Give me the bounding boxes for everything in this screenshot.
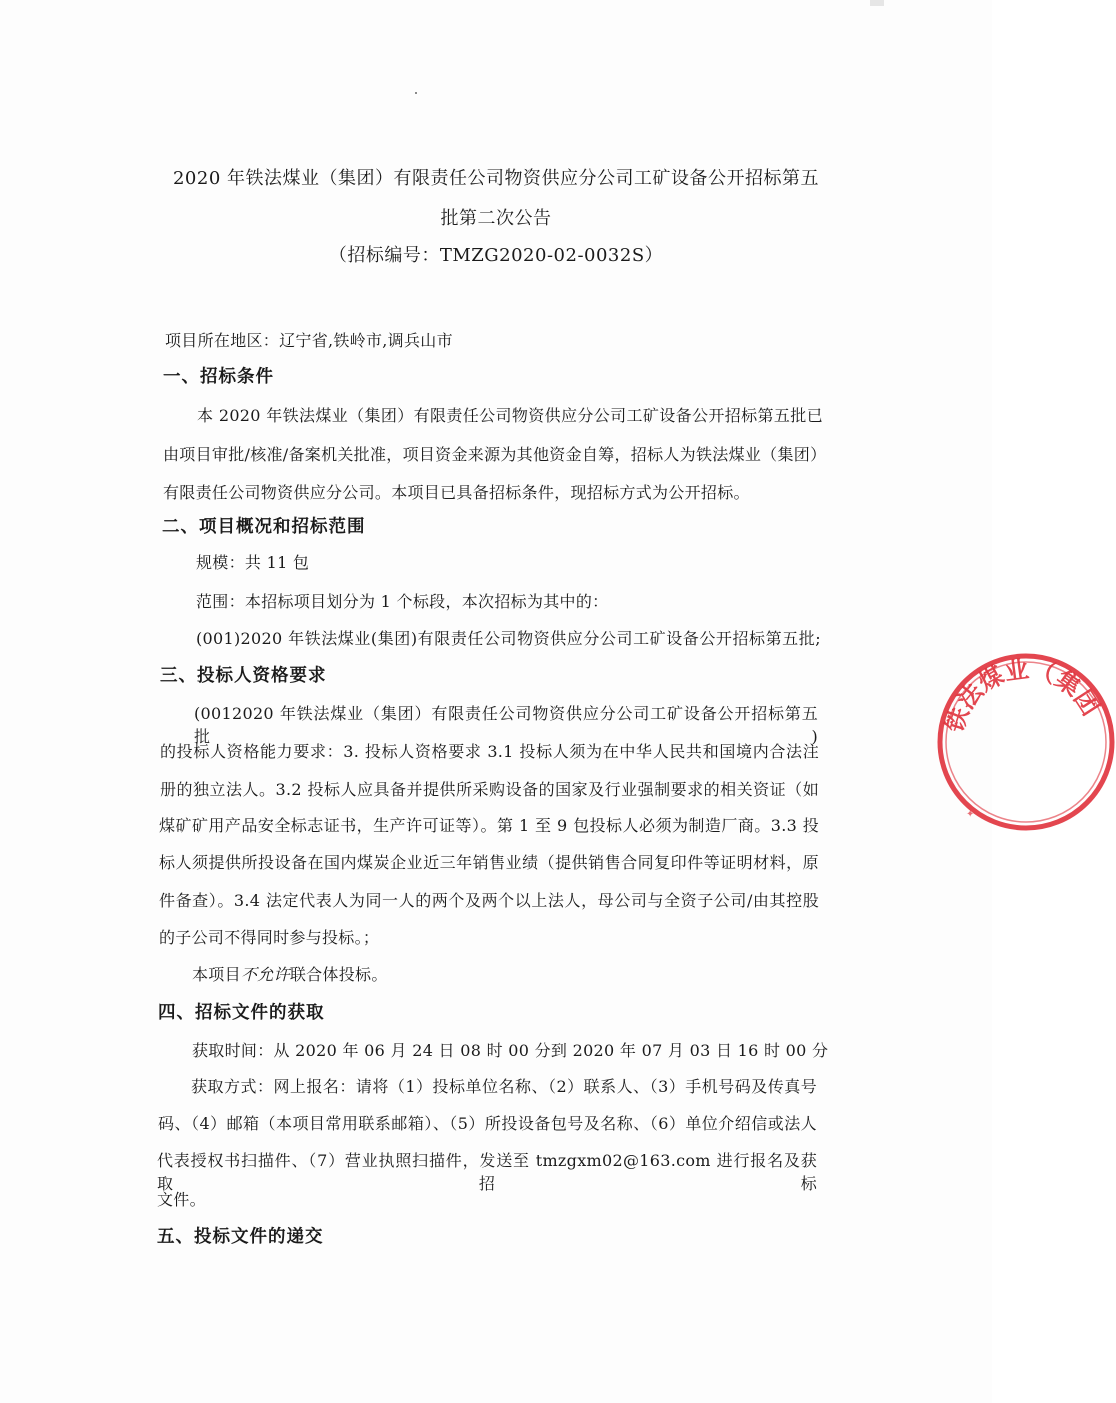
- scan-corner-mark: [870, 0, 884, 6]
- company-seal: [936, 652, 1116, 832]
- section-3-heading: 三、投标人资格要求: [160, 666, 327, 686]
- doc-bid-number: （招标编号：TMZG2020-02-0032S）: [328, 245, 664, 266]
- sec3-line-5: 标人须提供所投设备在国内煤炭企业近三年销售业绩（提供销售合同复印件等证明材料，原: [159, 853, 819, 872]
- sec3-line-2: 的投标人资格能力要求：3. 投标人资格要求 3.1 投标人须为在中华人民共和国境内合法注: [160, 742, 819, 761]
- section-1-heading: 一、招标条件: [163, 367, 274, 387]
- section-4-heading: 四、招标文件的获取: [158, 1003, 325, 1023]
- seal-text: 铁法煤业（集团: [940, 655, 1105, 736]
- sec2-scale: 规模：共 11 包: [196, 553, 310, 572]
- sec3-line-6: 件备查）。3.4 法定代表人为同一人的两个及两个以上法人，母公司与全资子公司/由其控股: [159, 891, 819, 910]
- sec4-line-3: 代表授权书扫描件、（7）营业执照扫描件，发送至 tmzgxm02@163.com 进行报名及获取招标: [157, 1151, 817, 1193]
- sec3-line-7: 的子公司不得同时参与投标。；: [159, 928, 380, 947]
- sec2-item: (001)2020 年铁法煤业(集团)有限责任公司物资供应分公司工矿设备公开招标第五批;: [196, 629, 821, 648]
- section-2-heading: 二、项目概况和招标范围: [162, 517, 366, 537]
- sec3-line-3: 册的独立法人。3.2 投标人应具备并提供所采购设备的国家及行业强制要求的相关资证（如: [160, 780, 819, 799]
- svg-text:铁法煤业（集团: [940, 655, 1105, 736]
- sec1-line-2: 由项目审批/核准/备案机关批准，项目资金来源为其他资金自筹，招标人为铁法煤业（集团）: [163, 445, 827, 464]
- doc-title-line-2: 批第二次公告: [440, 208, 552, 229]
- sec4-line-4: 文件。: [157, 1190, 206, 1209]
- scan-speck: [415, 92, 417, 94]
- svg-text:✦: ✦: [966, 809, 975, 820]
- union-pre-text: 本项目: [192, 965, 241, 984]
- sec2-scope: 范围：本招标项目划分为 1 个标段，本次招标为其中的：: [196, 592, 609, 611]
- union-post-text: 联合体投标。: [289, 965, 388, 984]
- sec1-line-3: 有限责任公司物资供应分公司。本项目已具备招标条件，现招标方式为公开招标。: [163, 483, 750, 502]
- sec4-line-1: 获取方式：网上报名：请将（1）投标单位名称、（2）联系人、（3）手机号码及传真号: [191, 1077, 817, 1096]
- sec3-line-1: (0012020 年铁法煤业（集团）有限责任公司物资供应分公司工矿设备公开招标第五批): [194, 704, 818, 746]
- doc-title-line-1: 2020 年铁法煤业（集团）有限责任公司物资供应分公司工矿设备公开招标第五: [172, 168, 820, 189]
- sec4-time: 获取时间：从 2020 年 06 月 24 日 08 时 00 分到 2020 年 07 月 03 日 16 时 00 分: [192, 1041, 829, 1060]
- section-5-heading: 五、投标文件的递交: [157, 1227, 324, 1247]
- sec4-line-2: 码、（4）邮箱（本项目常用联系邮箱）、（5）所投设备包号及名称、（6）单位介绍信或法人: [158, 1114, 817, 1133]
- union-italic-text: 不允许: [240, 965, 290, 984]
- sec1-line-1: 本 2020 年铁法煤业（集团）有限责任公司物资供应分公司工矿设备公开招标第五批已: [197, 406, 823, 425]
- sec3-union-statement: [192, 962, 388, 985]
- sec3-line-4: 煤矿矿用产品安全标志证书，生产许可证等）。第 1 至 9 包投标人必须为制造厂商。3.3 投: [159, 816, 819, 835]
- project-location: 项目所在地区：辽宁省,铁岭市,调兵山市: [165, 331, 453, 350]
